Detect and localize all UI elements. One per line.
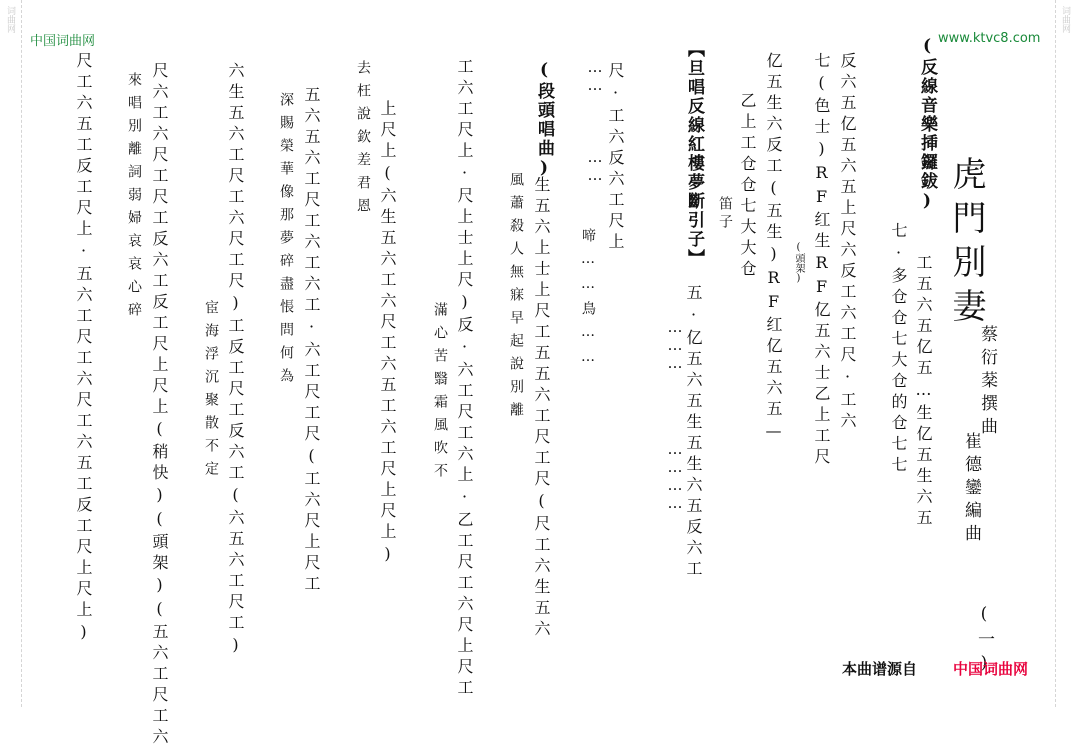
dotted-rest: …… [586, 58, 604, 94]
composer-credit: 蔡衍棻撰曲 [977, 325, 997, 440]
notation-column: 尺六工六尺工尺工反六工反工尺上尺上(稍快)(頭架)(五六工尺工六 [150, 62, 169, 749]
page-title: 虎門別妻 [946, 156, 986, 332]
dotted-rest: …… [586, 148, 604, 184]
lyric-column: 啼……鳥…… [580, 228, 596, 374]
left-edge-line [21, 0, 22, 707]
notation-column: 反六五亿五六五上尺六反工六工尺·工六 [838, 52, 857, 433]
notation-column: 亿五生六反工(五生)RF红亿五六五— [764, 52, 783, 445]
dotted-rest: ………… [666, 440, 684, 512]
notation-column: 五·亿五六五生五生六五反六工 [684, 284, 703, 581]
footer-label: 本曲谱源自 [842, 660, 918, 678]
notation-column: 六生五六工尺工六尺工尺)工反工尺工反六工(六五六工尺工) [226, 62, 245, 659]
right-edge-line [1055, 0, 1056, 707]
notation-column: 乙上工仓仓七大大仓 [738, 92, 757, 281]
lyric-column: 深賜榮華像那夢碎盡悵問何為 [278, 92, 294, 391]
lyric-column: 去枉說欽差君恩 [355, 60, 371, 221]
notation-column: 工五六五亿五…生亿五生六五 [914, 254, 933, 530]
watermark-text: 词曲网 [5, 6, 15, 33]
site-url-header[interactable]: www.ktvc8.com [938, 31, 1041, 46]
dotted-rest: ……… [666, 318, 684, 372]
notation-column: 七(色士)RF红生RF亿五六士乙上工尺 [812, 52, 831, 469]
notation-column: 生五六上士上尺工五五六工尺工尺(尺工六生五六 [532, 176, 551, 641]
di-zi-label: 笛子 [717, 196, 733, 232]
part-number: (一) [974, 604, 994, 679]
notation-column: 五六五六工尺工六工六工·六工尺工尺(工六尺上尺工 [302, 86, 321, 596]
lyric-column: 風蕭殺人無寐早起說別離 [508, 172, 524, 425]
notation-column: 工六工尺上·尺上士上尺)反·六工尺工六上·乙工尺工六尺上尺工 [455, 58, 474, 700]
notation-column: 尺工六五工反工尺上·五六工尺工六尺工六五工反工尺上尺上) [74, 52, 93, 646]
right-watermark [1059, 6, 1073, 706]
site-name-header: 中国词曲网 [30, 34, 96, 49]
section-heading: (段頭唱曲) [534, 60, 554, 180]
notation-column: 尺·工六反六工尺上 [606, 62, 625, 254]
watermark-text: 词曲网 [1060, 6, 1070, 33]
lyric-column: 滿心苦翳霜風吹不 [432, 302, 448, 486]
footer-site-name[interactable]: 中国词曲网 [953, 660, 1029, 678]
notation-column: 七·多仓仓七大仓的仓七七 [889, 222, 908, 477]
notation-column: 上尺上(六生五六工六尺工六五工六工尺上尺上) [378, 100, 397, 568]
lyric-column: 宦海浮沉聚散不定 [203, 300, 219, 484]
lyric-column: 來唱別離詞弱婦哀哀心碎 [126, 72, 142, 325]
section-heading: (反線音樂揷鑼鈸) [917, 36, 937, 213]
arranger-credit: 崔德鑾編曲 [961, 432, 981, 547]
section-heading: 【旦唱反線紅樓夢斷引子】 [684, 40, 704, 268]
left-watermark [4, 6, 18, 706]
tou-jia-annotation: (頭架) [793, 242, 804, 284]
